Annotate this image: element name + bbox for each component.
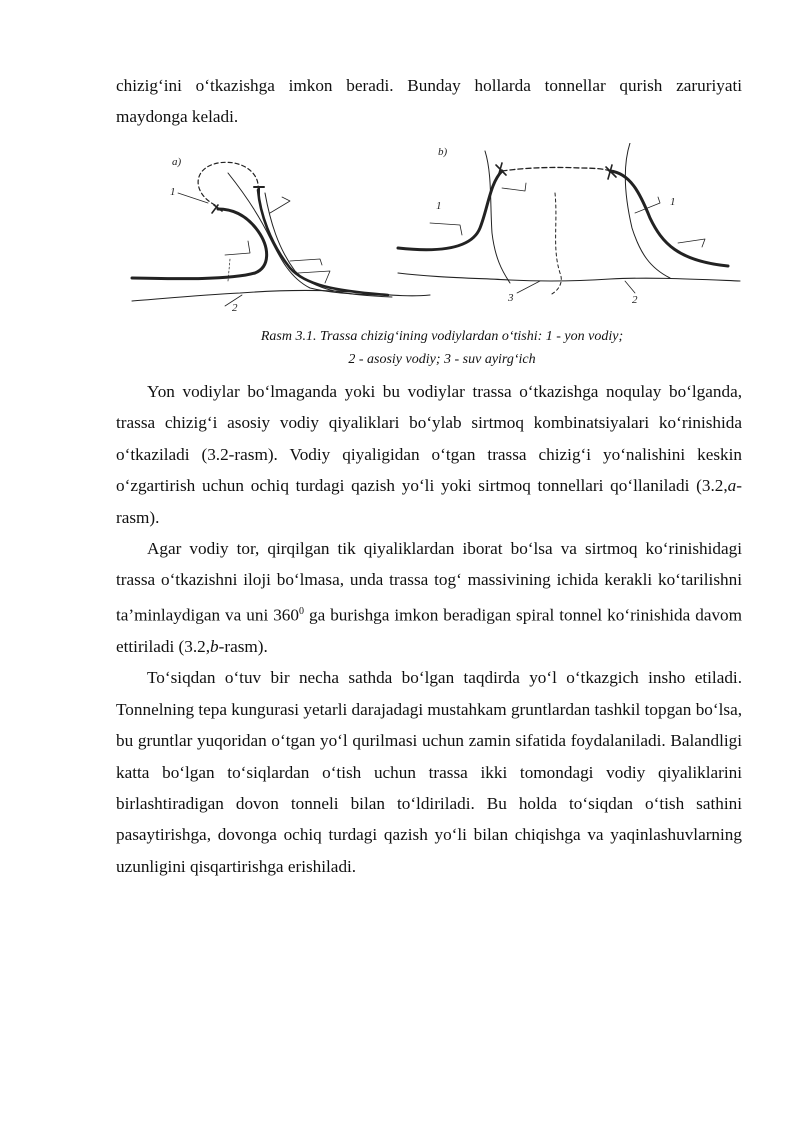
figure-caption — [116, 325, 768, 371]
paragraph-3: To‘siqdan o‘tuv bir necha sathda bo‘lgan taqdirda yo‘l o‘tkazgich insho etiladi. Tonnelning tepa kungurasi yetarli darajadagi mustahkam gruntlardan tashkil topgan bo‘lsa, bu gruntlar yuqoridan o‘tgan yo‘l qurilmasi uchun zamin sifatida foydalaniladi. Balandligi katta bo‘lgan to‘siqlardan o‘tish uchun trassa ikki tomondagi vodiy qiyaliklarini birlashtiradigan dovon tonneli bilan to‘ldiriladi. Bu holda to‘siqdan o‘tish sathini pasaytirishga, dovonga ochiq turdagi qazish yo‘li bilan chiqishga va yaqinlashuvlarning uzunligini qisqartirishga erishiladi. — [116, 668, 742, 876]
valley-crossing-diagram — [130, 143, 745, 313]
paragraph-2-mid: ga burishga imkon beradigan spiral tonnel ko‘rinishida davom ettiriladi (3.2, — [116, 605, 743, 656]
a-label-2: 2 — [232, 302, 238, 313]
panel-b-label: b) — [438, 146, 448, 158]
a-track-thick — [132, 209, 267, 279]
b-tunnel-dashed — [502, 167, 610, 171]
paragraph-2 — [116, 533, 742, 662]
a-track-thin-parallel — [265, 193, 392, 297]
a-track-thick-2 — [258, 190, 388, 295]
paragraph-continuation — [116, 70, 742, 133]
b-label-3: 3 — [508, 292, 514, 304]
b-track-right-thick — [610, 171, 728, 266]
paragraph-1-text: Yon vodiylar bo‘lmaganda yoki bu vodiylar trassa o‘tkazishga noqulay bo‘lganda, trassa chizig‘i asosiy vodiy qiyaliklari bo‘ylab sirtmoq kombinatsiyalari ko‘rinishida o‘tkaziladi (3.2-rasm). Vodiy qiyaligidan o‘tgan trassa chizig‘i yo‘nalishini keskin o‘zgartirish uchun ochiq turdagi qazish yo‘li yoki sirtmoq tonnellari qo‘llaniladi (3.2, — [116, 382, 742, 496]
b-main-valley-line — [398, 273, 740, 281]
paragraph-1 — [116, 376, 742, 533]
paragraph-2-text: Agar vodiy tor, qirqilgan tik qiyaliklardan iborat bo‘lsa va sirtmoq ko‘rinishidagi trassa o‘tkazishni iloji bo‘lmasa, unda trassa tog‘ massivining ichida kerakli ko‘tarilishni ta’minlaydigan va uni 360 — [116, 539, 742, 625]
paragraph-2-end: -rasm). — [218, 636, 268, 656]
b-watershed-dashed — [550, 193, 561, 295]
paragraph-2-italic: b — [210, 636, 219, 656]
a-tunnel-loop-dashed — [198, 162, 258, 205]
caption-line-2: 2 - asosiy vodiy; 3 - suv ayirg‘ich — [348, 352, 536, 367]
paragraph-1-end: -rasm). — [116, 476, 742, 527]
figure-3-1 — [130, 143, 745, 313]
caption-line-1: Rasm 3.1. Trassa chizig‘ining vodiylardan o‘tishi: 1 - yon vodiy; — [260, 329, 624, 344]
a-leader-1 — [178, 193, 208, 203]
paragraph-2-superscript: 0 — [299, 605, 304, 617]
body-text — [116, 376, 742, 882]
b-label-2: 2 — [632, 294, 638, 306]
a-side-valley-line — [228, 173, 390, 295]
b-label-1-left: 1 — [436, 200, 442, 212]
paragraph-top: chizig‘ini o‘tkazishga imkon beradi. Bunday hollarda tonnellar qurish zaruriyati maydonga keladi. — [116, 76, 742, 127]
paragraph-1-italic: a — [727, 476, 737, 496]
b-label-1-right: 1 — [670, 196, 676, 208]
panel-a-label: a) — [172, 156, 182, 168]
a-label-1: 1 — [170, 186, 176, 198]
b-leader-3 — [517, 281, 540, 293]
b-track-left-thick — [398, 171, 502, 250]
b-leader-2 — [625, 281, 635, 293]
